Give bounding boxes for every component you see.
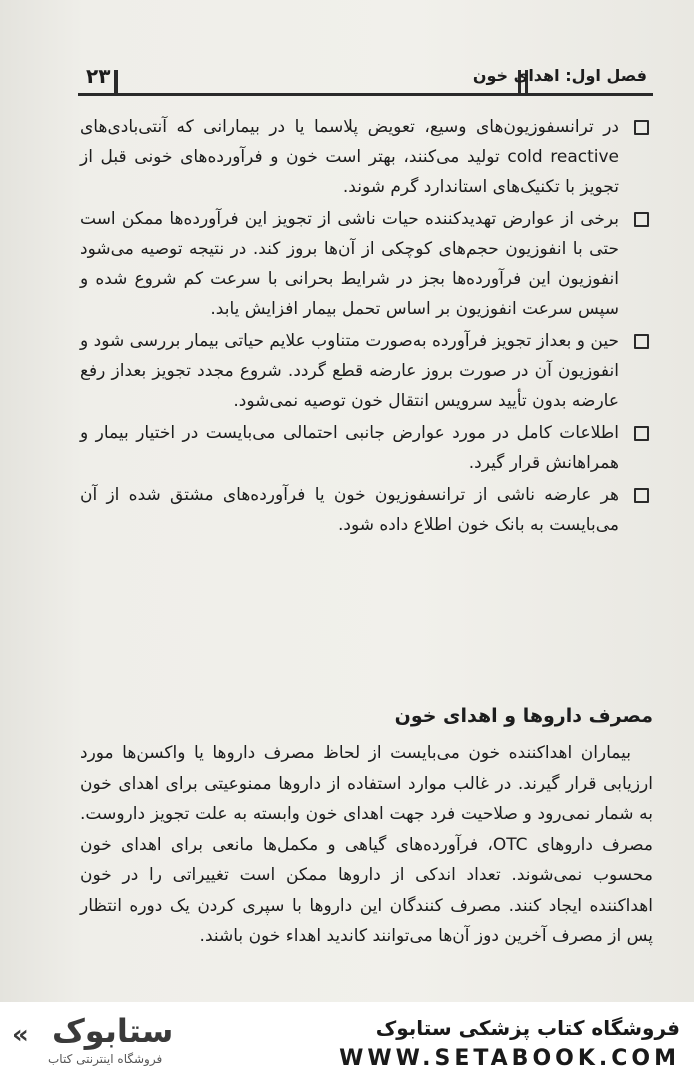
bullet-item <box>80 480 653 540</box>
drugs-section <box>80 700 653 952</box>
checkbox-bullet-icon <box>634 212 649 227</box>
section-paragraph: بیماران اهداکننده خون می‌بایست از لحاظ مصرف داروها یا واکسن‌ها مورد ارزیابی قرار گیرند. در غالب موارد استفاده از داروها ممنوعیتی برای اهدای خون به شمار نمی‌رود و صلاحیت فرد جهت اهدای خون وابسته به علت تجویز داروست. مصرف داروهای OTC، فرآورده‌های گیاهی و مکمل‌ها مانعی برای اهدای خون محسوب نمی‌شوند. تعداد اندکی از داروها ممکن است تغییراتی را در خون اهداکننده ایجاد کنند. مصرف کنندگان این داروها با سپری کردن یک دوره انتظار پس از مصرف آخرین دوز آن‌ها می‌توانند کاندید اهداء خون باشند. <box>80 743 653 946</box>
page-header <box>78 62 653 96</box>
bullet-text: اطلاعات کامل در مورد عوارض جانبی احتمالی می‌بایست در اختیار بیمار و همراهانش قرار گیرد. <box>80 423 619 473</box>
bullet-item <box>80 112 653 202</box>
header-rule <box>78 93 653 96</box>
section-heading: مصرف داروها و اهدای خون <box>394 705 653 727</box>
header-bar-left <box>114 70 118 94</box>
bullet-text: در ترانسفوزیون‌های وسیع، تعویض پلاسما یا در بیمارانی که آنتی‌بادی‌های cold reactive تولید می‌کنند، بهتر است خون و فرآورده‌های خونی قبل از تجویز با تکنیک‌های استاندارد گرم شوند. <box>80 117 619 197</box>
bullet-section <box>80 112 653 542</box>
chevrons-icon: « <box>12 1020 29 1050</box>
store-url-link[interactable]: WWW.SETABOOK.COM <box>339 1046 680 1071</box>
bullet-text: برخی از عوارض تهدیدکننده حیات ناشی از تجویز این فرآورده‌ها ممکن است حتی با انفوزیون حجم‌های کوچکی از آن‌ها بروز کند. در نتیجه توصیه می‌شود انفوزیون این فرآورده‌ها بجز در شرایط بحرانی با سرعت کم شروع شده و سپس سرعت انفوزیون بر اساس تحمل بیمار افزایش یابد. <box>80 209 619 319</box>
bullet-list <box>80 112 653 540</box>
page-number: ۲۳ <box>86 64 111 88</box>
checkbox-bullet-icon <box>634 426 649 441</box>
bullet-text: هر عارضه ناشی از ترانسفوزیون خون یا فرآورده‌های مشتق شده از آن می‌بایست به بانک خون اطلاع داده شود. <box>80 485 619 535</box>
store-footer <box>0 1002 694 1079</box>
store-name: فروشگاه کتاب پزشکی ستابوک <box>375 1016 680 1040</box>
logo-subtitle: فروشگاه اینترنتی کتاب <box>48 1052 163 1066</box>
bullet-text: حین و بعداز تجویز فرآورده به‌صورت متناوب علایم حیاتی بیمار بررسی شود و انفوزیون آن در صورت بروز عارضه قطع گردد. شروع مجدد تجویز بعداز رفع عارضه بدون تأیید سرویس انتقال خون توصیه نمی‌شود. <box>80 331 619 411</box>
bullet-item <box>80 326 653 416</box>
store-logo[interactable] <box>12 1012 272 1072</box>
checkbox-bullet-icon <box>634 120 649 135</box>
checkbox-bullet-icon <box>634 488 649 503</box>
checkbox-bullet-icon <box>634 334 649 349</box>
bullet-item <box>80 204 653 324</box>
logo-text: ستابوک <box>52 1012 174 1050</box>
chapter-title: فصل اول: اهدای خون <box>472 66 647 85</box>
bullet-item <box>80 418 653 478</box>
